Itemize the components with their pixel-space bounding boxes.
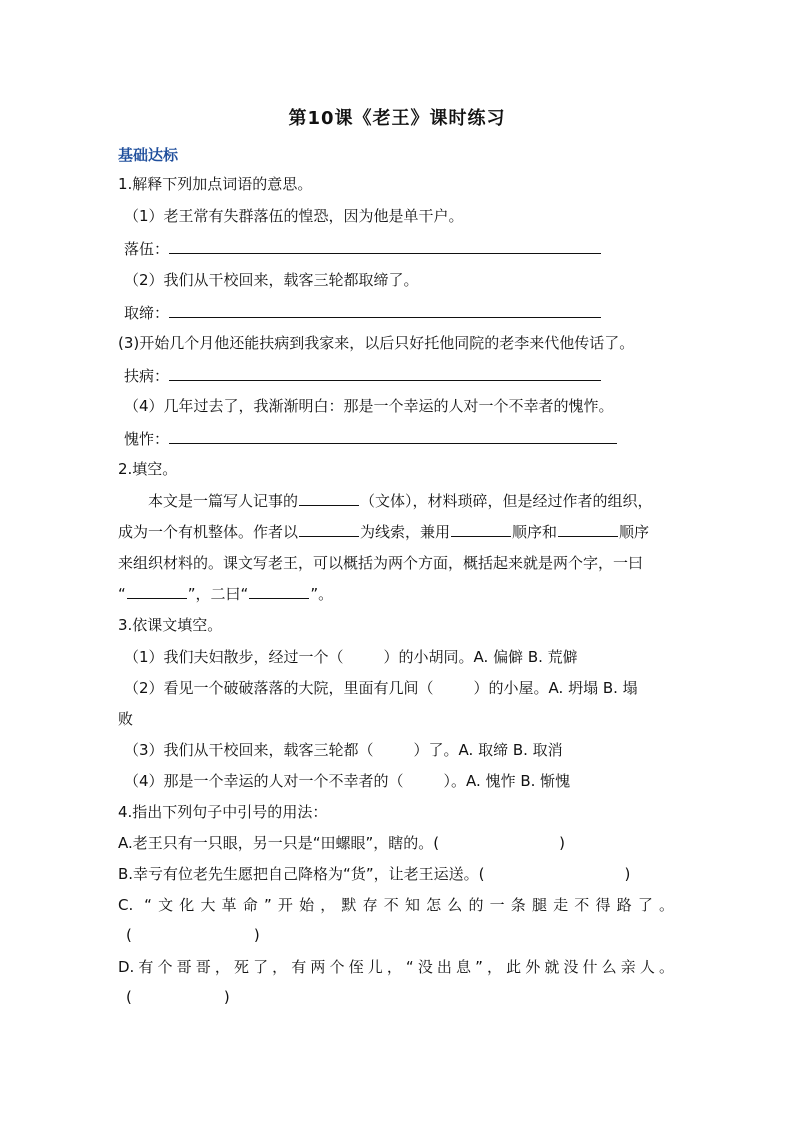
q3-item-4 <box>124 771 570 791</box>
q1-answer-line-4[interactable] <box>169 428 617 444</box>
q1-answer-row-4 <box>124 428 617 449</box>
q2-heading: 2.填空。 <box>118 460 178 478</box>
q2-text: 本文是一篇写人记事的 <box>148 492 299 510</box>
q1-word-1: 落伍： <box>124 240 170 258</box>
q1-word-3: 扶病： <box>124 367 170 385</box>
q2-text: “ <box>118 585 126 603</box>
q2-line-3: 来组织材料的。课文写老王，可以概括为两个方面，概括起来就是两个字，一曰 <box>118 554 644 572</box>
q3-item-2 <box>124 678 638 698</box>
q1-answer-row-3 <box>124 365 601 386</box>
q4-text: ( <box>126 988 132 1006</box>
q4-text: ( <box>126 926 132 944</box>
q2-blank-order-2[interactable] <box>558 522 618 537</box>
q3-item-1 <box>124 647 578 667</box>
q2-line-1 <box>148 491 653 511</box>
q3-text: ）了。A. 取缔 B. 取消 <box>413 741 563 759</box>
q3-item-3 <box>124 740 563 760</box>
q4-text: A.老王只有一只眼，另一只是“田螺眼”，瞎的。( <box>118 834 440 852</box>
q4-item-c: C. “文化大革命”开始，默存不知怎么的一条腿走不得路了。 <box>118 896 674 914</box>
q2-blank-genre[interactable] <box>299 491 359 506</box>
q3-text: （4）那是一个幸运的人对一个不幸者的（ <box>124 772 404 790</box>
q3-text: （2）看见一个破破落落的大院，里面有几间（ <box>124 679 434 697</box>
q2-blank-word-1[interactable] <box>127 584 187 599</box>
q2-text: （文体），材料琐碎，但是经过作者的组织， <box>360 492 653 510</box>
q4-text: ) <box>624 865 631 883</box>
q3-item-2-cont: 败 <box>118 710 134 728</box>
q2-blank-order-1[interactable] <box>451 522 511 537</box>
q4-text: ) <box>223 988 230 1006</box>
q4-heading: 4.指出下列句子中引号的用法： <box>118 803 328 821</box>
q3-text: （3）我们从干校回来，载客三轮都（ <box>124 741 374 759</box>
q1-answer-row-1 <box>124 238 601 259</box>
section-heading: 基础达标 <box>118 146 179 164</box>
q2-text: 成为一个有机整体。作者以 <box>118 523 299 541</box>
q4-text: ) <box>559 834 566 852</box>
q1-answer-line-3[interactable] <box>169 365 601 381</box>
q4-item-b <box>118 864 630 884</box>
q2-text: 为线索，兼用 <box>360 523 451 541</box>
q4-item-d-answer <box>126 987 230 1007</box>
q2-blank-word-2[interactable] <box>249 584 309 599</box>
q2-text: 顺序 <box>619 523 650 541</box>
q2-line-2 <box>118 522 649 542</box>
q3-heading: 3.依课文填空。 <box>118 616 223 634</box>
q2-text: ”。 <box>310 585 334 603</box>
q4-text: B.幸亏有位老先生愿把自己降格为“货”，让老王运送。( <box>118 865 485 883</box>
page-title: 第10课《老王》课时练习 <box>288 108 506 129</box>
q3-text: ）的小屋。A. 坍塌 B. 塌 <box>473 679 638 697</box>
q1-word-4: 愧怍： <box>124 430 170 448</box>
q1-heading: 1.解释下列加点词语的意思。 <box>118 175 313 193</box>
q1-item-3: (3)开始几个月他还能扶病到我家来，以后只好托他同院的老李来代他传话了。 <box>118 334 635 352</box>
q4-item-a <box>118 833 565 853</box>
q4-item-c-answer <box>126 925 260 945</box>
q1-word-2: 取缔： <box>124 304 170 322</box>
q1-item-4: （4）几年过去了，我渐渐明白：那是一个幸运的人对一个不幸者的愧怍。 <box>124 397 614 415</box>
q1-answer-line-2[interactable] <box>169 302 601 318</box>
q1-item-1: （1）老王常有失群落伍的惶恐，因为他是单干户。 <box>124 207 464 225</box>
q1-answer-row-2 <box>124 302 601 323</box>
q2-line-4 <box>118 584 333 604</box>
q2-blank-clue[interactable] <box>299 522 359 537</box>
q3-text: （1）我们夫妇散步，经过一个（ <box>124 648 344 666</box>
q1-answer-line-1[interactable] <box>169 238 601 254</box>
q4-item-d: D.有个哥哥，死了，有两个侄儿，“没出息”，此外就没什么亲人。 <box>118 958 674 976</box>
q3-text: ）的小胡同。A. 偏僻 B. 荒僻 <box>383 648 578 666</box>
q4-text: ) <box>253 926 260 944</box>
q2-text: 顺序和 <box>512 523 558 541</box>
q3-text: ）。A. 愧怍 B. 惭愧 <box>443 772 571 790</box>
q1-item-2: （2）我们从干校回来，载客三轮都取缔了。 <box>124 271 419 289</box>
q2-text: ”，二曰“ <box>187 585 249 603</box>
